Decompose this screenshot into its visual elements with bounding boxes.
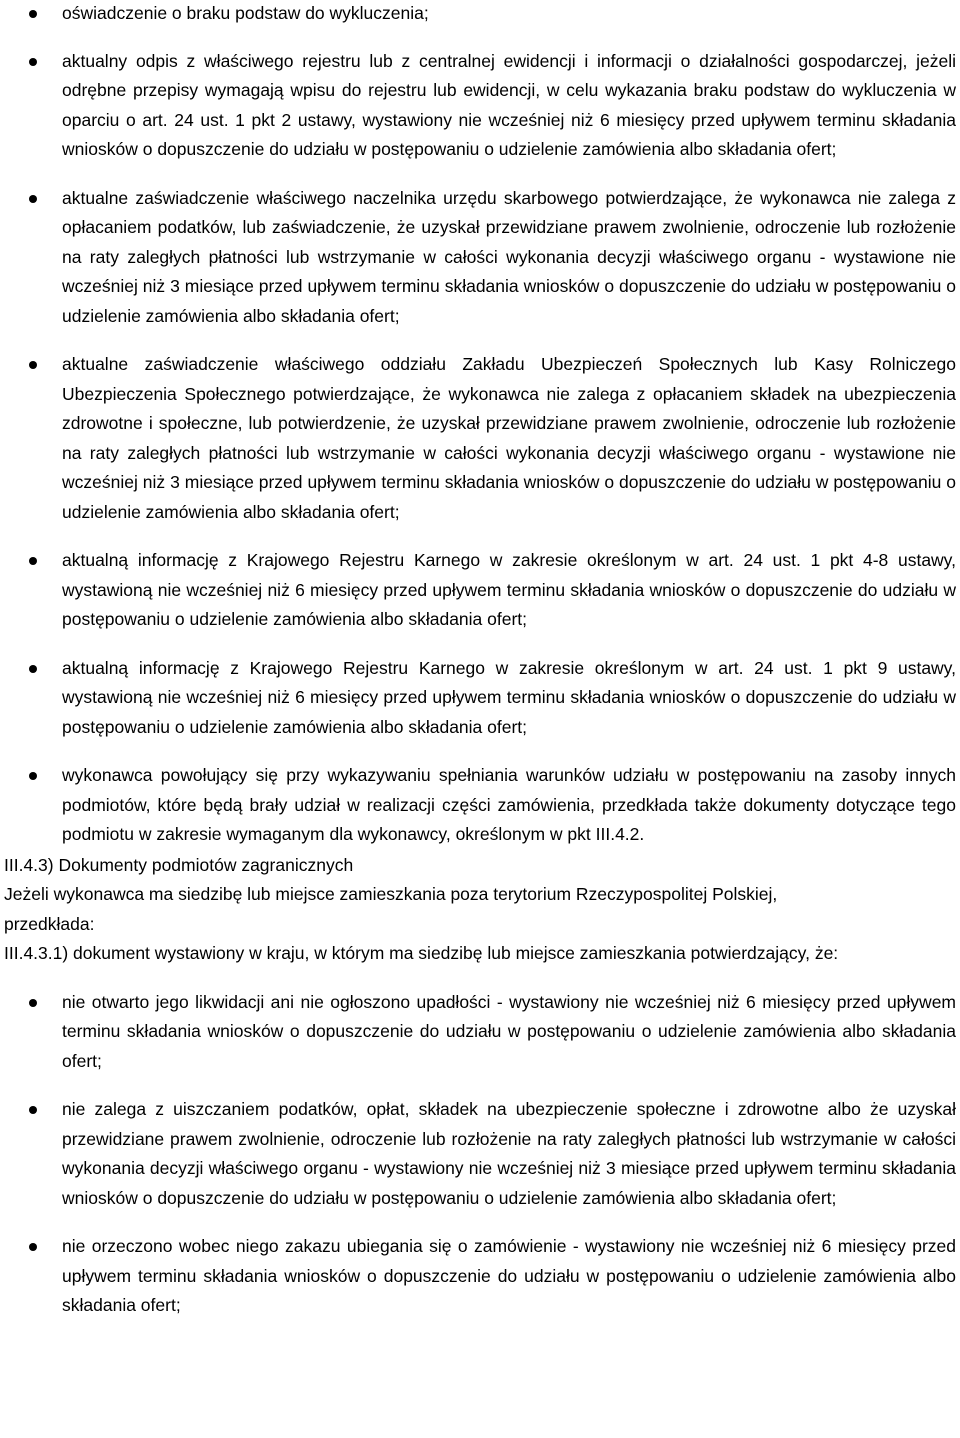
list-item-krk-4-8: aktualną informację z Krajowego Rejestru Karnego w zakresie określonym w art. 24 ust. 1 pkt 4-8 ustawy, wystawioną nie wcześniej niż 6 miesięcy przed upływem terminu składania wniosków o dopuszczenie do udziału w postępowaniu o udzielenie zamówienia albo składania ofert; bbox=[62, 546, 956, 635]
list-item-zakaz: nie orzeczono wobec niego zakazu ubiegania się o zamówienie - wystawiony nie wcześniej niż 6 miesięcy przed upływem terminu składania wniosków o dopuszczenie do udziału w postępowaniu o udzielenie zamówienia albo składania ofert; bbox=[62, 1232, 956, 1321]
list-item-odpis-rejestru: aktualny odpis z właściwego rejestru lub z centralnej ewidencji i informacji o działalności gospodarczej, jeżeli odrębne przepisy wymagają wpisu do rejestru lub ewidencji, w celu wykazania braku podstaw do wykluczenia w oparciu o art. 24 ust. 1 pkt 2 ustawy, wystawiony nie wcześniej niż 6 miesięcy przed upływem terminu składania wniosków o dopuszczenie do udziału w postępowaniu o udzielenie zamówienia albo składania ofert; bbox=[62, 47, 956, 165]
list-item-zasoby-innych: wykonawca powołujący się przy wykazywaniu spełniania warunków udziału w postępowaniu na zasoby innych podmiotów, które będą brały udział w realizacji części zamówienia, przedkłada także dokumenty dotyczące tego podmiotu w zakresie wymaganym dla wykonawcy, określonym w pkt III.4.2. bbox=[62, 761, 956, 850]
list-item-likwidacja: nie otwarto jego likwidacji ani nie ogłoszono upadłości - wystawiony nie wcześniej niż 6 miesięcy przed upływem terminu składania wniosków o dopuszczenie do udziału w postępowaniu o udzielenie zamówienia albo składania ofert; bbox=[62, 988, 956, 1077]
section-intro-line2: przedkłada: bbox=[4, 913, 95, 934]
section-heading: III.4.3) Dokumenty podmiotów zagranicznych bbox=[4, 854, 354, 875]
section-subheading: III.4.3.1) dokument wystawiony w kraju, w którym ma siedzibę lub miejsce zamieszkania potwierdzający, że: bbox=[4, 943, 839, 963]
list-item-braku-podstaw: oświadczenie o braku podstaw do wykluczenia; bbox=[62, 0, 956, 29]
list-item-zaswiadczenie-us: aktualne zaświadczenie właściwego naczelnika urzędu skarbowego potwierdzające, że wykonawca nie zalega z opłacaniem podatków, lub zaświadczenie, że uzyskał przewidziane prawem zwolnienie, odroczenie lub rozłożenie na raty zaległych płatności lub wstrzymanie w całości wykonania decyzji właściwego organu - wystawione nie wcześniej niż 3 miesiące przed upływem terminu składania wniosków o dopuszczenie do udziału w postępowaniu o udzielenie zamówienia albo składania ofert; bbox=[62, 184, 956, 332]
list-item-krk-9: aktualną informację z Krajowego Rejestru Karnego w zakresie określonym w art. 24 ust. 1 pkt 9 ustawy, wystawioną nie wcześniej niż 6 miesięcy przed upływem terminu składania wniosków o dopuszczenie do udziału w postępowaniu o udzielenie zamówienia albo składania ofert; bbox=[62, 654, 956, 743]
list-item-podatki: nie zalega z uiszczaniem podatków, opłat, składek na ubezpieczenie społeczne i zdrowotne albo że uzyskał przewidziane prawem zwolnienie, odroczenie lub rozłożenie na raty zaległych płatności lub wstrzymanie w całości wykonania decyzji właściwego organu - wystawiony nie wcześniej niż 3 miesiące przed upływem terminu składania wniosków o dopuszczenie do udziału w postępowaniu o udzielenie zamówienia albo składania ofert; bbox=[62, 1095, 956, 1213]
list-item-zaswiadczenie-zus: aktualne zaświadczenie właściwego oddziału Zakładu Ubezpieczeń Społecznych lub Kasy Rolniczego Ubezpieczenia Społecznego potwierdzające, że wykonawca nie zalega z opłacaniem składek na ubezpieczenia zdrowotne i społeczne, lub potwierdzenie, że uzyskał przewidziane prawem zwolnienie, odroczenie lub rozłożenie na raty zaległych płatności lub wstrzymanie w całości wykonania decyzji właściwego organu - wystawione nie wcześniej niż 3 miesiące przed upływem terminu składania wniosków o dopuszczenie do udziału w postępowaniu o udzielenie zamówienia albo składania ofert; bbox=[62, 350, 956, 527]
section-intro-line1: Jeżeli wykonawca ma siedzibę lub miejsce zamieszkania poza terytorium Rzeczypospolitej Polskiej, bbox=[4, 884, 778, 904]
